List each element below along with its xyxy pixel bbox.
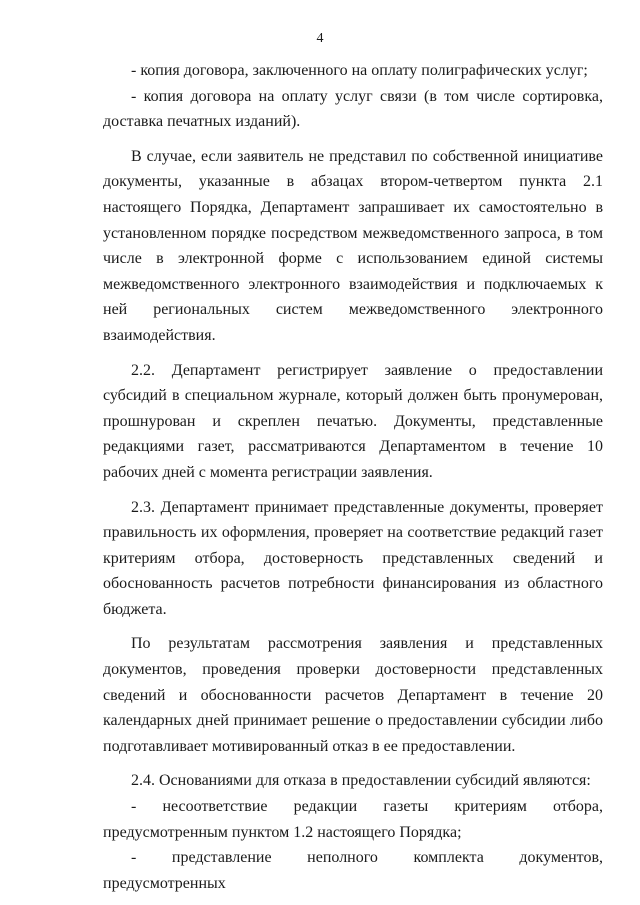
paragraph-2-2-registration: 2.2. Департамент регистрирует заявление о предоставлении субсидий в специальном журнале, который должен быть пронумерован, прошнурован и скреплен печатью. Документы, представленные редакциями газет, рассматриваются Департаментом в течение 10 рабочих дней с момента регистрации заявления. xyxy=(103,361,603,481)
paragraph-decision: По результатам рассмотрения заявления и представленных документов, проведения проверки достоверности представленных сведений и обоснованности расчетов Департамент в течение 20 календарных дней принимает решение о предоставлении субсидии либо подготавливает мотивированный отказ в ее предоставлении. xyxy=(103,635,603,755)
paragraph-2-4-refusal-grounds: 2.4. Основаниями для отказа в предоставлении субсидий являются: xyxy=(131,772,591,790)
paragraph-interagency-request: В случае, если заявитель не представил по собственной инициативе документы, указанные в абзацах втором-четвертом пункта 2.1 настоящего Порядка, Департамент запрашивает их самостоятельно в установленном порядке посредством межведомственного запроса, в том числе в электронной форме с использованием единой системы межведомственного электронного взаимодействия и подключаемых к ней региональных систем межведомственного электронного взаимодействия. xyxy=(103,147,603,344)
paragraph-criteria-mismatch: - несоответствие редакции газеты критериям отбора, предусмотренным пунктом 1.2 настоящего Порядка; xyxy=(103,798,603,841)
paragraph-printing-contract: - копия договора, заключенного на оплату полиграфических услуг; xyxy=(131,62,588,79)
document-body xyxy=(103,58,603,896)
page-number: 4 xyxy=(316,31,324,46)
paragraph-2-3-verification: 2.3. Департамент принимает представленные документы, проверяет правильность их оформления, проверяет на соответствие редакций газет критериям отбора, достоверность представленных сведений и обоснованность расчетов потребности финансирования из областного бюджета. xyxy=(103,498,603,618)
paragraph-incomplete-documents: - представление неполного комплекта документов, предусмотренных xyxy=(103,849,603,892)
paragraph-communication-contract: - копия договора на оплату услуг связи (в том числе сортировка, доставка печатных изданий). xyxy=(103,87,603,131)
